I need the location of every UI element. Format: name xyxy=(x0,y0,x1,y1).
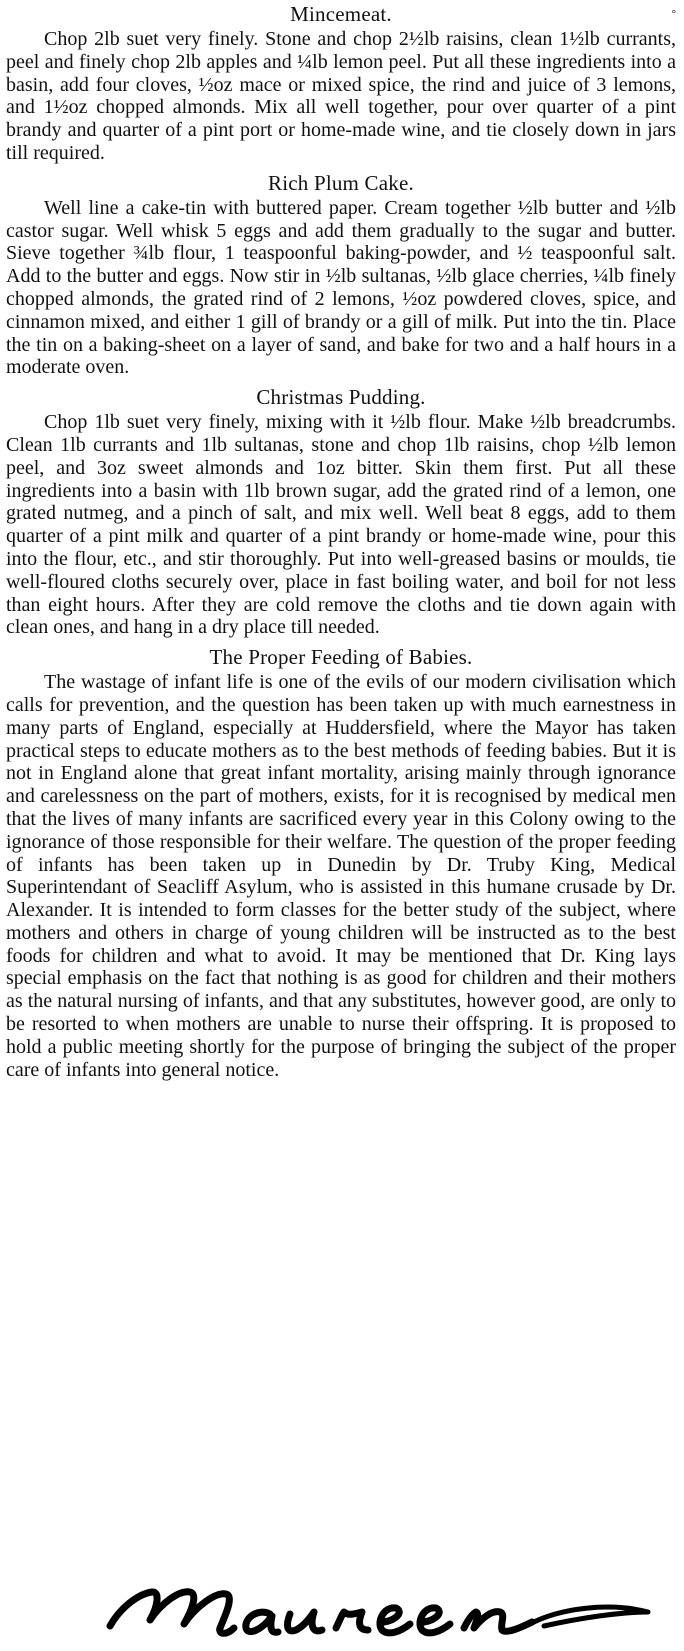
article-body: The wastage of infant life is one of the evils of our modern civilisation which calls for prevention, and the question has been taken up with much earnestness in many parts of England, especially at Huddersfield, where the Mayor has taken practical steps to educate mothers as to the best methods of feeding babies. But it is not in England alone that great infant mortality, arising mainly through ignorance and carelessness on the part of mothers, exists, for it is recognised by medical men that the lives of many infants are sacrificed every year in this Colony owing to the ignorance of those responsible for their welfare. The question of the proper feeding of infants has been taken up in Dunedin by Dr. Truby King, Medical Superintendant of Seacliff Asylum, who is assisted in this humane crusade by Dr. Alexander. It is intended to form classes for the better study of the subject, where mothers and others in charge of young children will be instructed as to the best foods for children and what to avoid. It may be mentioned that Dr. King lays special emphasis on the fact that nothing is as good for children and their mothers as the natural nursing of infants, and that any substitutes, however good, are only to be resorted to when mothers are unable to nurse their offspring. It is proposed to hold a public meeting shortly for the purpose of bringing the subject of the proper care of infants into general notice. xyxy=(6,671,676,1081)
recipe-body-plum-cake: Well line a cake-tin with buttered paper. Cream together ½lb butter and ½lb castor sugar. Well whisk 5 eggs and add them gradually to the sugar and butter. Sieve together ¾lb flour, 1 teaspoonful baking-powder, and ½ teaspoonful salt. Add to the butter and eggs. Now stir in ½lb sultanas, ½lb glace cherries, ¼lb finely chopped almonds, the grated rind of 2 lemons, ½oz powdered cloves, spice, and cinnamon mixed, and either 1 gill of brandy or a gill of milk. Put into the tin. Place the tin on a baking-sheet on a layer of sand, and bake for two and a half hours in a moderate oven. xyxy=(6,196,676,379)
recipe-body-mincemeat: Chop 2lb suet very finely. Stone and chop 2½lb raisins, clean 1½lb currants, peel and finely chop 2lb apples and ¼lb lemon peel. Put all these ingredients into a basin, add four cloves, ½oz mace or mixed spice, the rind and juice of 3 lemons, and 1½oz chopped almonds. Mix all well together, pour over quarter of a pint brandy and quarter of a pint port or home-made wine, and tie closely down in jars till required. xyxy=(6,28,676,164)
recipe-title-plum-cake: Rich Plum Cake. xyxy=(268,170,414,195)
signature-maureen xyxy=(100,1578,660,1648)
newspaper-column xyxy=(6,0,676,1081)
recipe-title-christmas-pudding: Christmas Pudding. xyxy=(256,385,426,410)
corner-mark: ° xyxy=(671,8,676,20)
recipe-body-christmas-pudding: Chop 1lb suet very finely, mixing with it ½lb flour. Make ½lb breadcrumbs. Clean 1lb currants and 1lb sultanas, stone and chop 1lb raisins, chop ½lb lemon peel, and 3oz sweet almonds and 1oz bitter. Skin them first. Put all these ingredients into a basin with 1lb brown sugar, add the grated rind of a lemon, one grated nutmeg, and a pinch of salt, and mix well. Well beat 8 eggs, add to them quarter of a pint milk and quarter of a pint brandy or home-made wine, pour this into the flour, etc., and stir thoroughly. Put into well-greased basins or moulds, tie well-floured cloths securely over, place in fast boiling water, and boil for not less than eight hours. After they are cold remove the cloths and tie down again with clean ones, and hang in a dry place till needed. xyxy=(6,411,676,639)
article-title: The Proper Feeding of Babies. xyxy=(209,645,473,670)
recipe-title-mincemeat: Mincemeat. xyxy=(290,2,392,26)
